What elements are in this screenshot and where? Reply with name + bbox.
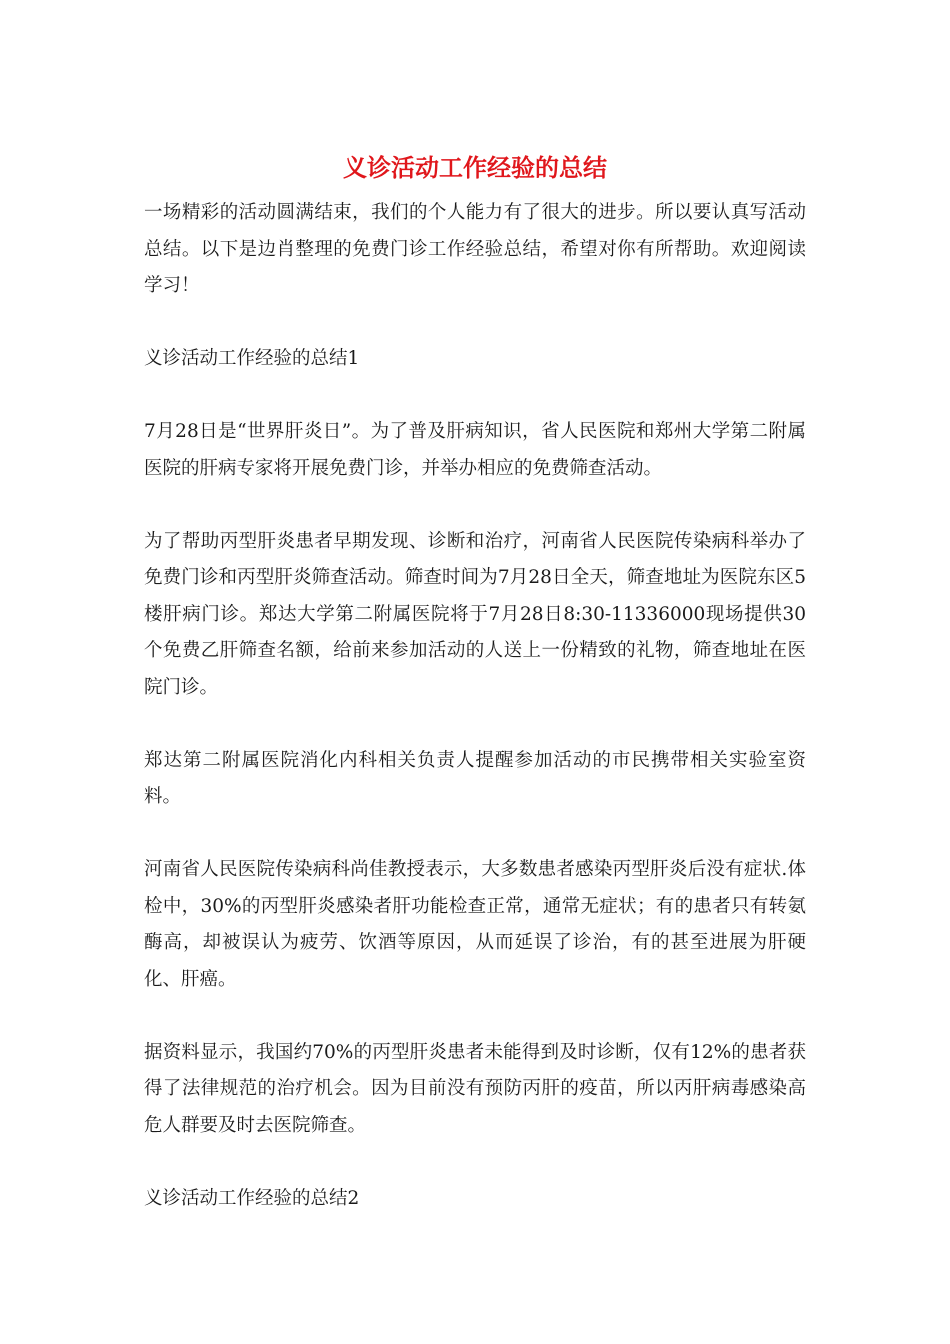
paragraph-professor-statement: 河南省人民医院传染病科尚佳教授表示，大多数患者感染丙型肝炎后没有症状.体检中，30%的丙型肝炎感染者肝功能检查正常，通常无症状；有的患者只有转氨酶高，却被误认为疲劳、饮酒等原因，从而延误了诊治，有的甚至进展为肝硬化、肝癌。 [144, 859, 806, 990]
paragraph-screening-event: 为了帮助丙型肝炎患者早期发现、诊断和治疗，河南省人民医院传染病科举办了免费门诊和丙型肝炎筛查活动。筛查时间为7月28日全天，筛查地址为医院东区5楼肝病门诊。郑达大学第二附属医院将于7月28日8:30-11336000现场提供30个免费乙肝筛查名额，给前来参加活动的人送上一份精致的礼物，筛查地址在医院门诊。 [144, 530, 806, 698]
paragraph-statistics: 据资料显示，我国约70%的丙型肝炎患者未能得到及时诊断，仅有12%的患者获得了法律规范的治疗机会。因为目前没有预防丙肝的疫苗，所以丙肝病毒感染高危人群要及时去医院筛查。 [144, 1041, 806, 1136]
intro-paragraph: 一场精彩的活动圆满结束，我们的个人能力有了很大的进步。所以要认真写活动总结。以下是边肖整理的免费门诊工作经验总结，希望对你有所帮助。欢迎阅读学习！ [144, 202, 806, 296]
document-body [144, 195, 806, 1254]
paragraph-reminder: 郑达第二附属医院消化内科相关负责人提醒参加活动的市民携带相关实验室资料。 [144, 749, 806, 807]
document-title: 义诊活动工作经验的总结 [343, 153, 607, 182]
section-heading-2: 义诊活动工作经验的总结2 [144, 1187, 360, 1209]
section-heading-1: 义诊活动工作经验的总结1 [144, 348, 360, 369]
paragraph-world-hepatitis-day: 7月28日是“世界肝炎日”。为了普及肝病知识，省人民医院和郑州大学第二附属医院的肝病专家将开展免费门诊，并举办相应的免费筛查活动。 [144, 421, 806, 479]
